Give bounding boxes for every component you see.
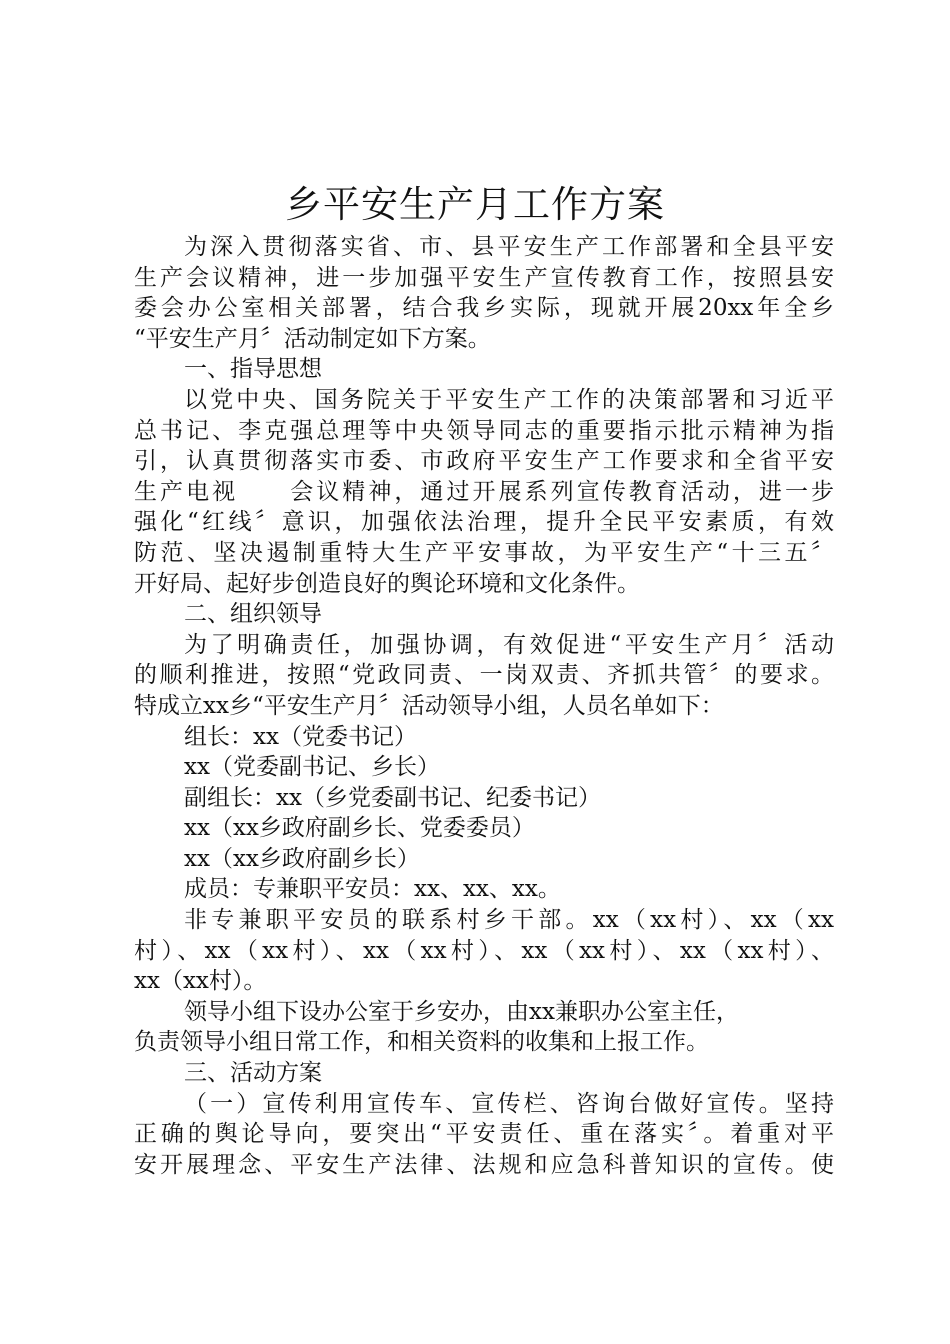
text-line: 非专兼职平安员的联系村乡干部。xx（xx村）、xx（xx [184,907,834,934]
text-line: 委会办公室相关部署，结合我乡实际，现就开展20xx年全乡 [134,295,834,322]
text-line: 一、指导思想 [184,356,322,383]
text-line: 生产电视 会议精神，通过开展系列宣传教育活动，进一步 [134,478,834,505]
text-line: 为了明确责任，加强协调，有效促进“平安生产月〞活动 [184,631,834,658]
text-line: 组长：xx（党委书记） [184,723,417,750]
text-line: 领导小组下设办公室于乡安办，由xx兼职办公室主任， [184,998,739,1025]
text-line: 防范、坚决遏制重特大生产平安事故，为平安生产“十三五〞 [134,539,834,566]
text-line: 负责领导小组日常工作，和相关资料的收集和上报工作。 [134,1029,709,1056]
text-line: 生产会议精神，进一步加强平安生产宣传教育工作，按照县安 [134,264,834,291]
text-line: 特成立xx乡“平安生产月〞活动领导小组，人员名单如下： [134,692,724,719]
text-line: xx（党委副书记、乡长） [184,754,440,781]
text-line: 总书记、李克强总理等中央领导同志的重要指示批示精神为指 [134,417,834,444]
text-line: xx（xx乡政府副乡长） [184,845,420,872]
text-line: 副组长：xx（乡党委副书记、纪委书记） [184,784,601,811]
document-body [134,232,834,1180]
text-line: 引，认真贯彻落实市委、市政府平安生产工作要求和全省平安 [134,448,834,475]
text-line: 正确的舆论导向，要突出“平安责任、重在落实〞。着重对平 [134,1121,834,1148]
text-line: xx（xx乡政府副乡长、党委委员） [184,815,535,842]
text-line: 以党中央、国务院关于平安生产工作的决策部署和习近平 [184,386,834,413]
text-line: （一）宣传利用宣传车、宣传栏、咨询台做好宣传。坚持 [184,1090,834,1117]
text-line: 安开展理念、平安生产法律、法规和应急科普知识的宣传。使 [134,1151,834,1178]
text-line: 二、组织领导 [184,601,322,628]
text-line: 村）、xx（xx村）、xx（xx村）、xx（xx村）、xx（xx村）、 [134,937,834,964]
text-line: 强化“红线〞意识，加强依法治理，提升全民平安素质，有效 [134,509,834,536]
text-line: 的顺利推进，按照“党政同责、一岗双责、齐抓共管〞的要求。 [134,662,834,689]
text-line: 三、活动方案 [184,1060,322,1087]
text-line: 成员：专兼职平安员：xx、xx、xx。 [184,876,561,903]
text-line: “平安生产月〞活动制定如下方案。 [134,325,491,352]
text-line: xx（xx村）。 [134,968,267,995]
document-title: 乡平安生产月工作方案 [285,183,665,226]
text-line: 为深入贯彻落实省、市、县平安生产工作部署和全县平安 [184,234,834,260]
text-line: 开好局、起好步创造良好的舆论环境和文化条件。 [134,570,640,597]
